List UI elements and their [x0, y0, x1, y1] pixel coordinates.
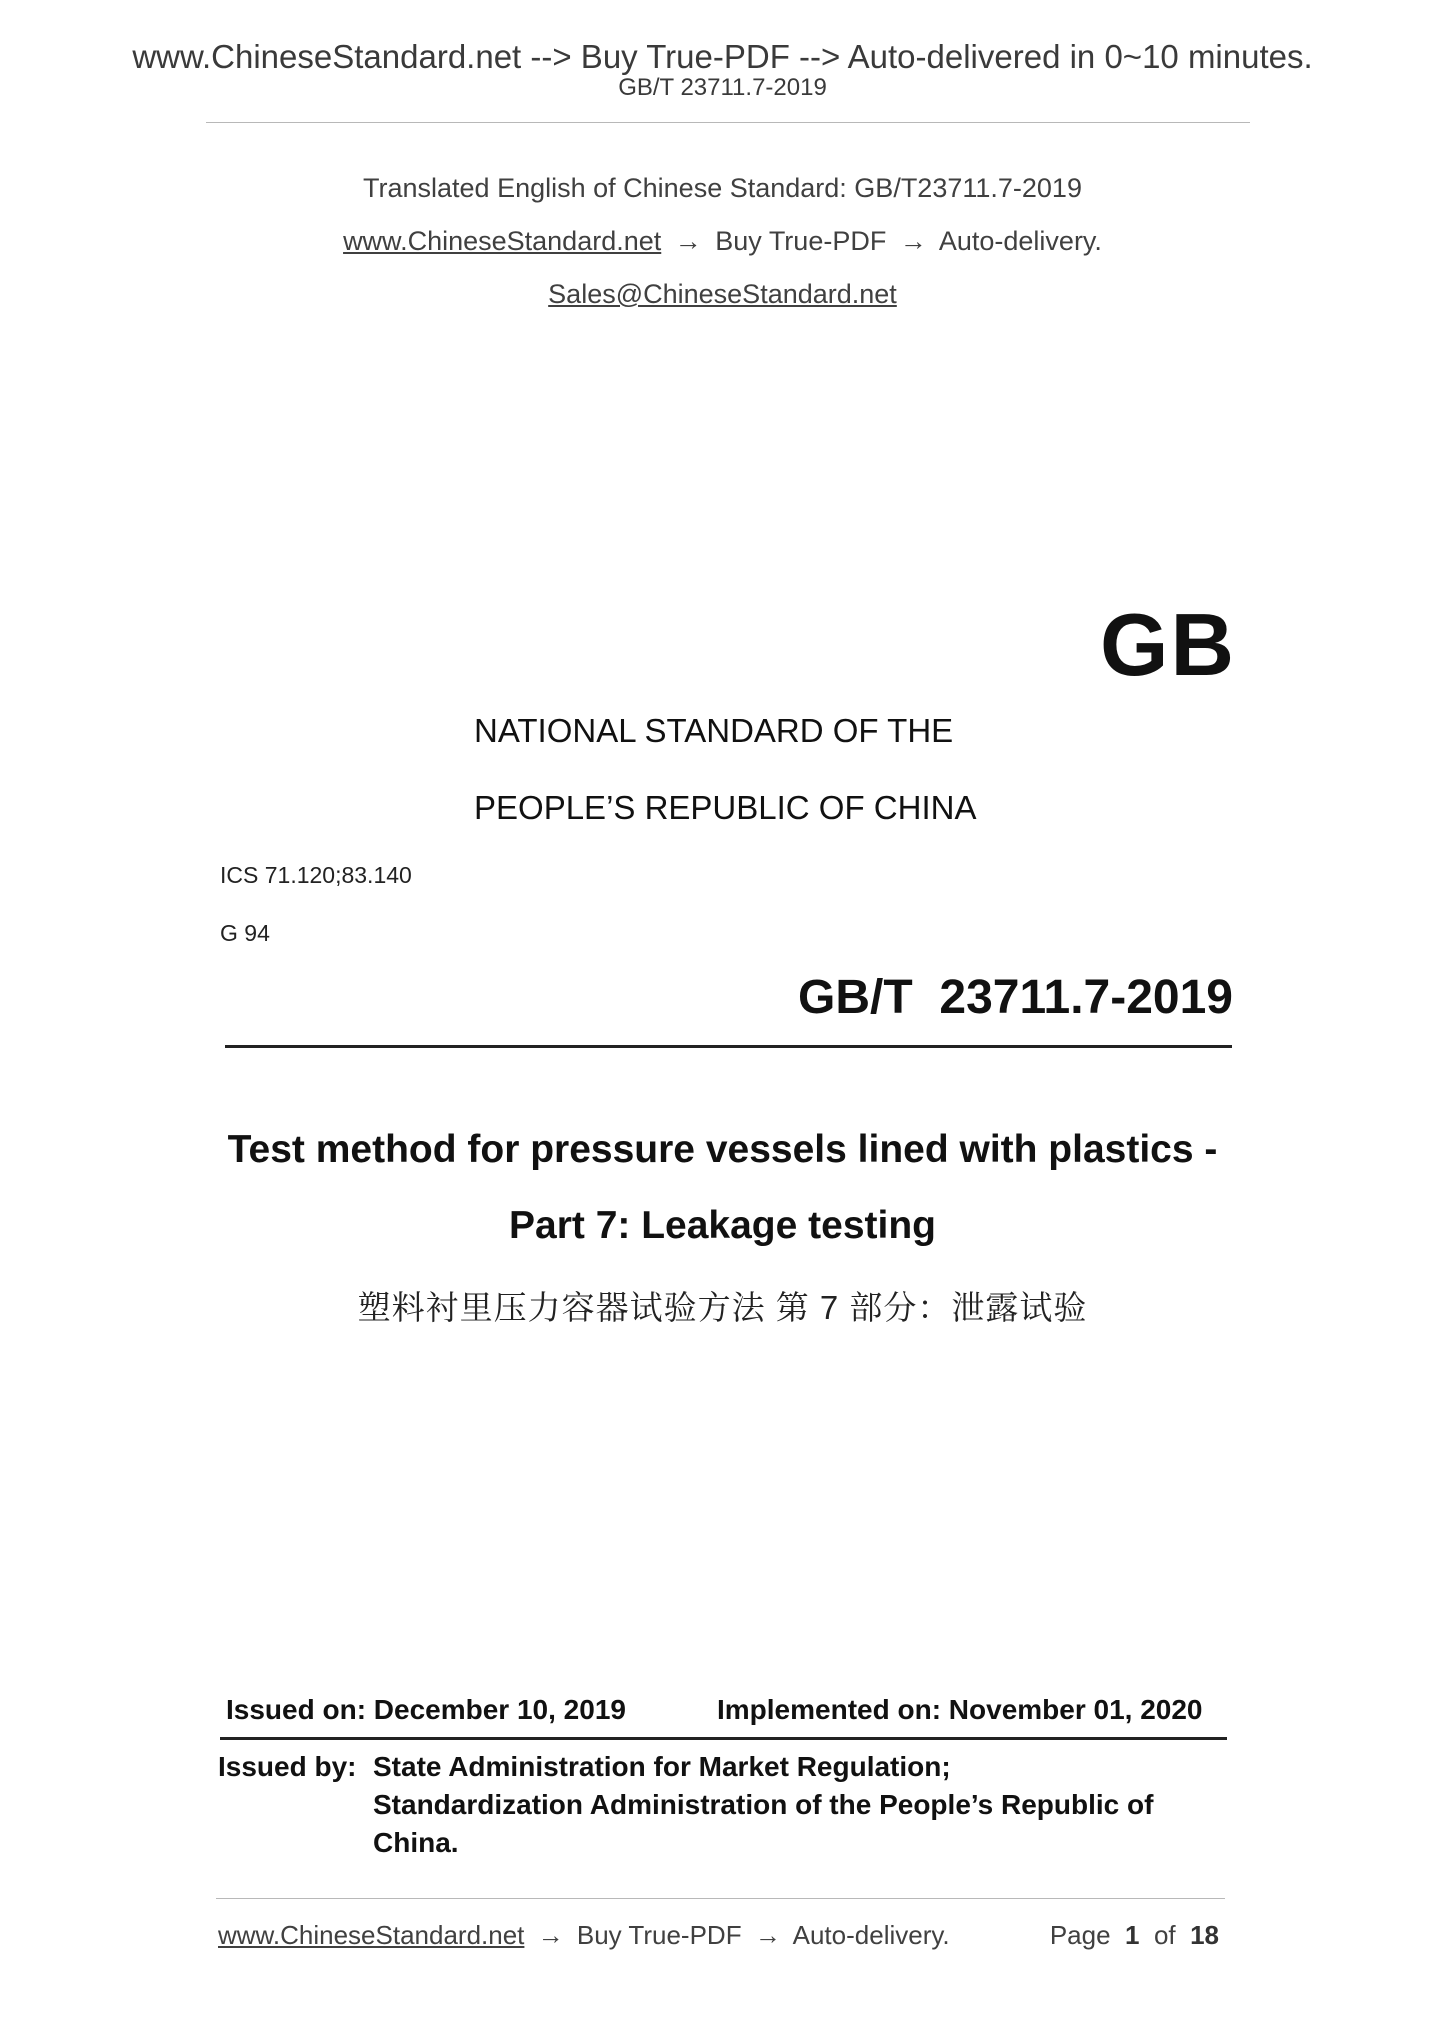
footer-buy-text: Buy True-PDF	[576, 1920, 742, 1950]
standard-number-rule	[225, 1045, 1232, 1048]
header-buy-text: Buy True-PDF	[715, 226, 887, 256]
footer-divider	[216, 1898, 1225, 1899]
gb-logo: GB	[1100, 595, 1236, 694]
header-auto-text: Auto-delivery.	[938, 226, 1102, 256]
banner-doc-id: GB/T 23711.7-2019	[618, 74, 827, 101]
right-arrow-icon: →	[537, 1920, 564, 1950]
header-email-line	[0, 279, 1445, 310]
translated-note: Translated English of Chinese Standard: GB/T23711.7-2019	[363, 173, 1082, 203]
national-standard-line2: PEOPLE’S REPUBLIC OF CHINA	[474, 789, 977, 826]
page-of: of	[1153, 1920, 1176, 1950]
issued-on: Issued on: December 10, 2019	[226, 1694, 626, 1725]
page-current: 1	[1125, 1920, 1140, 1950]
issued-by-label: Issued by:	[218, 1751, 357, 1782]
footer-site-line	[218, 1920, 950, 1951]
ics-code: ICS 71.120;83.140	[220, 862, 412, 888]
title-english-line1: Test method for pressure vessels lined with plastics -	[227, 1128, 1218, 1171]
footer-auto-text: Auto-delivery.	[792, 1920, 950, 1950]
issued-by-line3: China.	[373, 1827, 459, 1858]
implemented-on: Implemented on: November 01, 2020	[717, 1694, 1203, 1725]
top-banner: www.ChineseStandard.net --> Buy True-PDF --> Auto-delivered in 0~10 minutes.	[132, 38, 1313, 75]
page-label: Page	[1049, 1920, 1111, 1950]
right-arrow-icon: →	[899, 226, 927, 256]
page-indicator	[1050, 1920, 1219, 1951]
page-total: 18	[1190, 1920, 1219, 1950]
right-arrow-icon: →	[674, 226, 702, 256]
header-site-link[interactable]: www.ChineseStandard.net	[343, 226, 662, 256]
header-divider	[206, 122, 1250, 123]
issued-by-line2: Standardization Administration of the People’s Republic of	[373, 1789, 1154, 1820]
title-english-line2: Part 7: Leakage testing	[509, 1204, 936, 1247]
right-arrow-icon: →	[754, 1920, 781, 1950]
national-standard-line1: NATIONAL STANDARD OF THE	[474, 712, 954, 749]
issued-by-line1: State Administration for Market Regulation;	[373, 1751, 951, 1782]
sales-email-link[interactable]: Sales@ChineseStandard.net	[548, 279, 897, 309]
footer-site-link[interactable]: www.ChineseStandard.net	[218, 1920, 525, 1950]
issue-rule	[220, 1737, 1227, 1740]
title-chinese: 塑料衬里压力容器试验方法 第 7 部分：泄露试验	[357, 1289, 1088, 1326]
standard-number: GB/T 23711.7-2019	[798, 971, 1233, 1024]
g-code: G 94	[220, 920, 270, 946]
header-site-line	[0, 226, 1445, 257]
